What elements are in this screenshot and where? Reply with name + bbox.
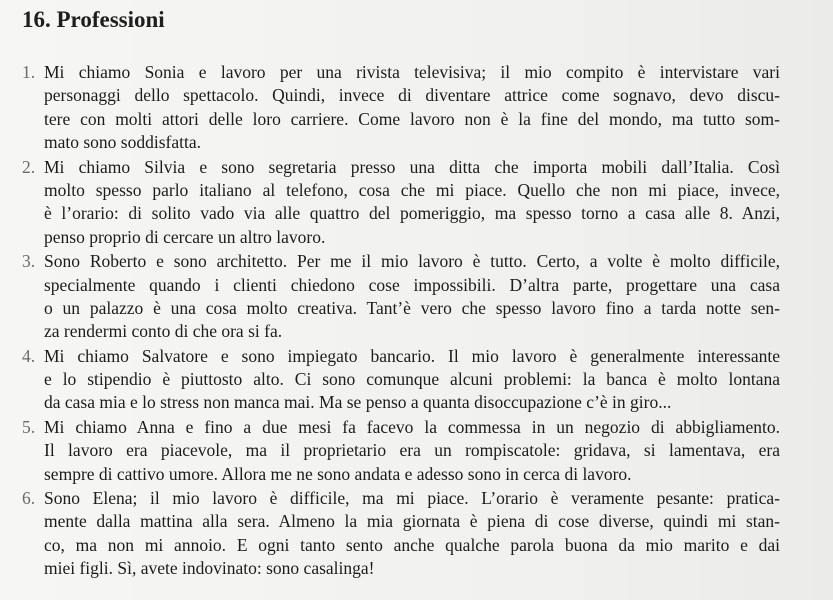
item-line: Mi chiamo Sonia e lavoro per una rivista televisiva; il mio compito è intervistare vari (44, 62, 780, 82)
item-line: Il lavoro era piacevole, ma il proprietario era un rompiscatole: gridava, si lamentava, era (44, 440, 780, 461)
item-line: da casa mia e lo stress non manca mai. Ma se penso a quanta disoccupazione c’è in giro... (44, 392, 672, 413)
item-line: e lo stipendio è piuttosto alto. Ci sono comunque alcuni problemi: la banca è molto lontana (44, 369, 780, 390)
list-item (22, 250, 780, 344)
item-line: Mi chiamo Silvia e sono segretaria presso una ditta che importa mobili dall’Italia. Così (44, 156, 780, 177)
item-line: molto spesso parlo italiano al telefono, cosa che mi piace. Quello che non mi piace, invece, (44, 179, 780, 200)
item-line: penso proprio di cercare un altro lavoro. (44, 226, 326, 247)
item-number: 5. (22, 416, 36, 437)
item-number: 2. (22, 156, 36, 177)
page-title: 16. Professioni (22, 7, 165, 32)
item-number: 6. (22, 488, 36, 509)
item-line: za rendermi conto di che ora si fa. (44, 321, 283, 342)
item-line: mato sono soddisfatta. (44, 132, 201, 153)
list-item (22, 345, 780, 415)
item-line: tere con molti attori delle loro carriere. Come lavoro non è la fine del mondo, ma tutto som- (44, 108, 780, 129)
item-line: personaggi dello spettacolo. Quindi, invece di diventare attrice come sognavo, devo discu- (44, 85, 780, 106)
item-number: 4. (22, 345, 36, 366)
list-item (22, 416, 780, 486)
item-line: miei figli. Sì, avete indovinato: sono casalinga! (44, 558, 375, 579)
item-line: è l’orario: di solito vado via alle quattro del pomeriggio, ma spesso torno a casa alle 8. Anzi, (44, 203, 780, 224)
list-item (22, 61, 780, 155)
item-line: mente dalla mattina alla sera. Almeno la mia giornata è piena di cose diverse, quindi mi stan- (44, 511, 780, 532)
list-item (22, 487, 780, 581)
item-line: Mi chiamo Anna e fino a due mesi fa facevo la commessa in un negozio di abbigliamento. (44, 416, 780, 437)
item-line: o un palazzo è una cosa molto creativa. Tant’è vero che spesso lavoro fino a tarda notte sen- (44, 297, 780, 318)
item-number: 1. (22, 62, 36, 82)
item-line: Sono Roberto e sono architetto. Per me il mio lavoro è tutto. Certo, a volte è molto difficile, (44, 251, 780, 272)
item-line: Mi chiamo Salvatore e sono impiegato bancario. Il mio lavoro è generalmente interessante (44, 345, 780, 366)
item-line: specialmente quando i clienti chiedono cose impossibili. D’altra parte, progettare una casa (44, 274, 780, 295)
list-item (22, 156, 780, 250)
item-line: sempre di cattivo umore. Allora me ne sono andata e adesso sono in cerca di lavoro. (44, 463, 632, 484)
item-number: 3. (22, 251, 36, 272)
profession-list (22, 61, 780, 582)
item-line: co, ma non mi annoio. E ogni tanto sento anche qualche parola buona da mio marito e dai (44, 534, 780, 555)
item-line: Sono Elena; il mio lavoro è difficile, ma mi piace. L’orario è veramente pesante: pratica- (44, 488, 780, 509)
